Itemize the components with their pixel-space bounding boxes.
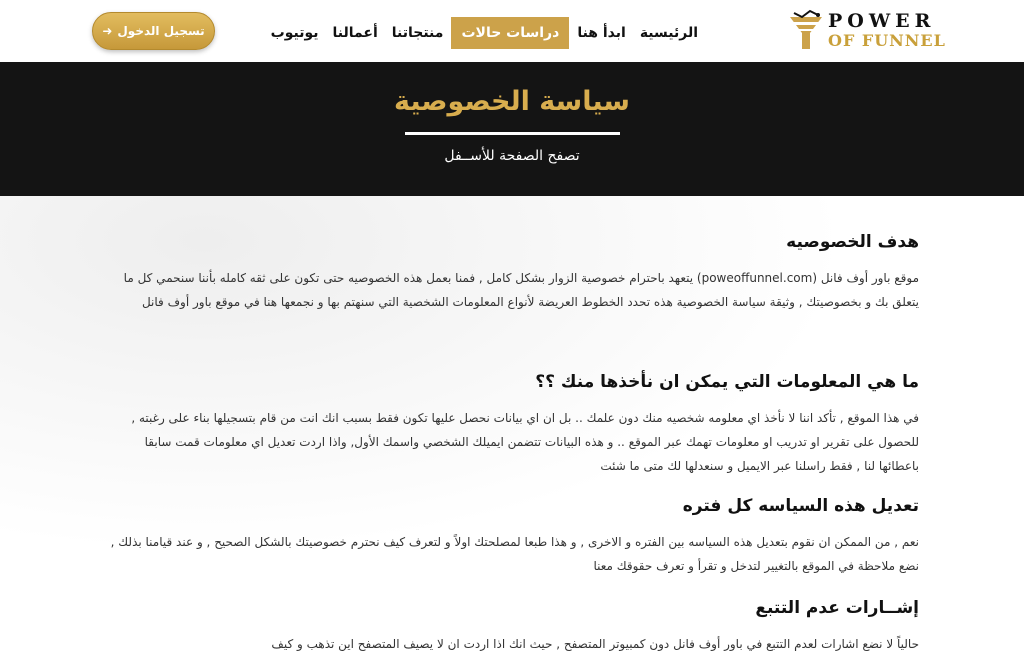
login-label: تسجيل الدخول [117,24,205,38]
section-body: موقع باور أوف فانل (poweoffunnel.com) يتعهد باحترام خصوصية الزوار بشكل كامل , فمنا بعمل هذه الخصوصيه حتى تكون على ثقه كامله بأننا سنحمي كل ما يتعلق بك و بخصوصيتك , وثيقة سياسة الخصوصية هذه تحدد الخطوط العريضة لأنواع المعلومات الشخصية التي سنهتم بها و نجمعها هنا في موقع باور أوف فانل [123,271,919,309]
main-nav [265,17,704,49]
login-button[interactable] [92,12,215,50]
nav-item-case-studies[interactable]: دراسات حالات [451,17,569,49]
site-header [0,0,1024,62]
section-heading: ما هي المعلومات التي يمكن ان نأخذها منك ؟؟ [535,372,919,392]
page-hero [0,62,1024,196]
section-heading: تعديل هذه السياسه كل فتره [682,496,919,516]
title-underline [405,132,620,135]
brand-line1: POWER [828,10,936,32]
policy-content [0,196,1024,651]
section-collected-info [105,372,919,478]
section-purpose [105,232,919,314]
nav-item-products[interactable]: منتجاتنا [391,25,444,41]
nav-item-start-here[interactable]: ابدأ هنا [577,25,626,41]
page-title: سياسة الخصوصية [394,86,630,117]
section-heading: إشــارات عدم التتبع [755,598,919,618]
nav-item-youtube[interactable]: يوتيوب [270,25,319,41]
section-heading: هدف الخصوصيه [786,232,919,252]
nav-item-works[interactable]: أعمالنا [332,25,378,41]
brand-line2: OF FUNNEL [828,31,946,50]
section-do-not-track [105,598,919,656]
brand-logo[interactable] [788,8,948,54]
brand-wordmark [828,11,946,51]
section-body: نعم , من الممكن ان نقوم بتعديل هذه السياسه بين الفتره و الاخرى , و هذا طبعا لمصلحتك اولاً و لتعرف كيف نحترم خصوصيتك بالشكل الصحيح , و عند قيامنا بذلك , نضع ملاحظة في الموقع بالتغيير لتدخل و تقرأ و تعرف حقوقك معنا [110,535,919,573]
section-body: في هذا الموقع , تأكد اننا لا نأخذ اي معلومه شخصيه منك دون علمك .. بل ان اي بيانات نحصل عليها تكون فقط بسبب انك انت من قام بتسجيلها بناء على رغبته , للحصول على تقرير او تدريب او معلومات تهمك عبر الموقع .. و هذه البيانات تتضمن ايميلك الشخصي واسمك الأول, واذا اردت تعديل اي معلومات قمت سابقا باعطائها لنا , فقط راسلنا عبر الايميل و سنعدلها لك متى ما شئت [131,411,919,473]
nav-item-home[interactable]: الرئيسية [639,25,698,41]
scroll-hint: تصفح الصفحة للأســفل [444,148,580,164]
section-policy-changes [105,496,919,578]
funnel-logo-icon [788,9,824,53]
sign-in-icon: ➜ [102,24,113,38]
section-body: حالياً لا نضع اشارات لعدم التتبع في باور أوف فانل دون كمبيوتر المتصفح , حيث انك اذا اردت ان لا يصيف المتصفح اين تذهب و كيف [271,637,919,651]
